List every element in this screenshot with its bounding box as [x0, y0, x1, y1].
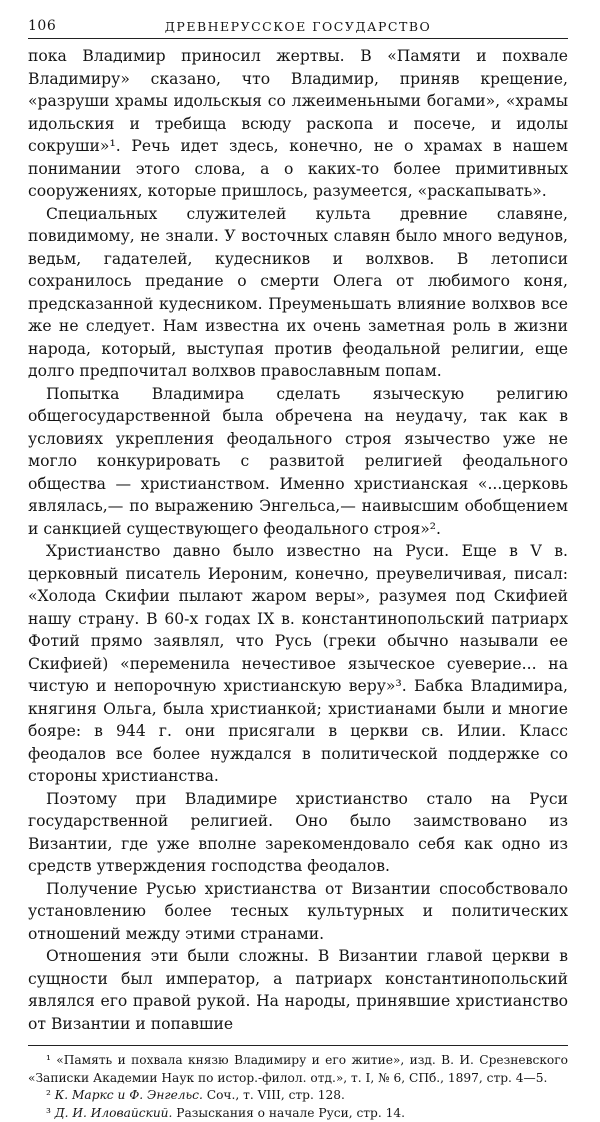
page-number: 106	[28, 18, 56, 34]
footnote-text: «Память и похвала князю Владимиру и его житие», изд. В. И. Срезневского «Записки Академии Наук по истор.-филол. отд.», т. I, № 6, СПб., 1897, стр. 4—5.	[28, 1053, 568, 1085]
footnote-mark: ¹	[46, 1053, 51, 1067]
paragraph: Специальных служителей культа древние славяне, повидимому, не знали. У восточных славян было много ведунов, ведьм, гадателей, кудесников и волхвов. В летописи сохранилось предание о смерти Олега от любимого коня, предсказанной кудесником. Преуменьшать влияние волхвов все же не следует. Нам известна их очень заметная роль в жизни народа, который, выступая против феодальной религии, еще долго предпочитал волхвов православным попам.	[28, 203, 568, 383]
footnote	[28, 1087, 568, 1105]
paragraph: Отношения эти были сложны. В Византии главой церкви в сущности был император, а патриарх константинопольский являлся его правой рукой. На народы, принявшие христианство от Византии и попавшие	[28, 945, 568, 1035]
running-header	[28, 16, 568, 39]
main-text	[28, 45, 568, 1035]
footnote-author: Д. И. Иловайский.	[55, 1106, 173, 1120]
footnote-mark: ²	[46, 1088, 51, 1102]
running-title: ДРЕВНЕРУССКОЕ ГОСУДАРСТВО	[28, 19, 568, 34]
footnote	[28, 1052, 568, 1087]
footnote	[28, 1105, 568, 1122]
paragraph: Попытка Владимира сделать языческую религию общегосударственной была обречена на неудачу, так как в условиях укрепления феодального строя язычество уже не могло конкурировать с развитой религией феодального общества — христианством. Именно христианская «...церковь являлась,— по выражению Энгельса,— наивысшим обобщением и санкцией существующего феодального строя»².	[28, 383, 568, 541]
footnote-author: К. Маркс и Ф. Энгельс.	[55, 1088, 203, 1102]
paragraph: Поэтому при Владимире христианство стало на Руси государственной религией. Оно было заимствовано из Византии, где уже вполне зарекомендовало себя как одно из средств утверждения господства феодалов.	[28, 788, 568, 878]
paragraph: пока Владимир приносил жертвы. В «Памяти и похвале Владимиру» сказано, что Владимир, приняв крещение, «разруши храмы идольскыя со лжеименьными богами», «храмы идольския и требища всюду раскопа и посече, и идолы сокруши»¹. Речь идет здесь, конечно, не о храмах в нашем понимании этого слова, а о каких-то более примитивных сооружениях, которые пришлось, разумеется, «раскапывать».	[28, 45, 568, 203]
paragraph: Получение Русью христианства от Византии способствовало установлению более тесных культурных и политических отношений между этими странами.	[28, 878, 568, 946]
footnotes	[28, 1045, 568, 1122]
footnote-text: Соч., т. VIII, стр. 128.	[207, 1088, 345, 1102]
paragraph: Христианство давно было известно на Руси. Еще в V в. церковный писатель Иероним, конечно, преувеличивая, писал: «Холода Скифии пылают жаром веры», разумея под Скифией нашу страну. В 60-х годах IX в. константинопольский патриарх Фотий прямо заявлял, что Русь (греки обычно называли ее Скифией) «переменила нечестивое языческое суеверие... на чистую и непорочную христианскую веру»³. Бабка Владимира, княгиня Ольга, была христианкой; христианами были и многие бояре: в 944 г. они присягали в церкви св. Илии. Класс феодалов все более нуждался в политической поддержке со стороны христианства.	[28, 540, 568, 788]
footnote-text: Разыскания о начале Руси, стр. 14.	[176, 1106, 405, 1120]
footnote-mark: ³	[46, 1106, 51, 1120]
